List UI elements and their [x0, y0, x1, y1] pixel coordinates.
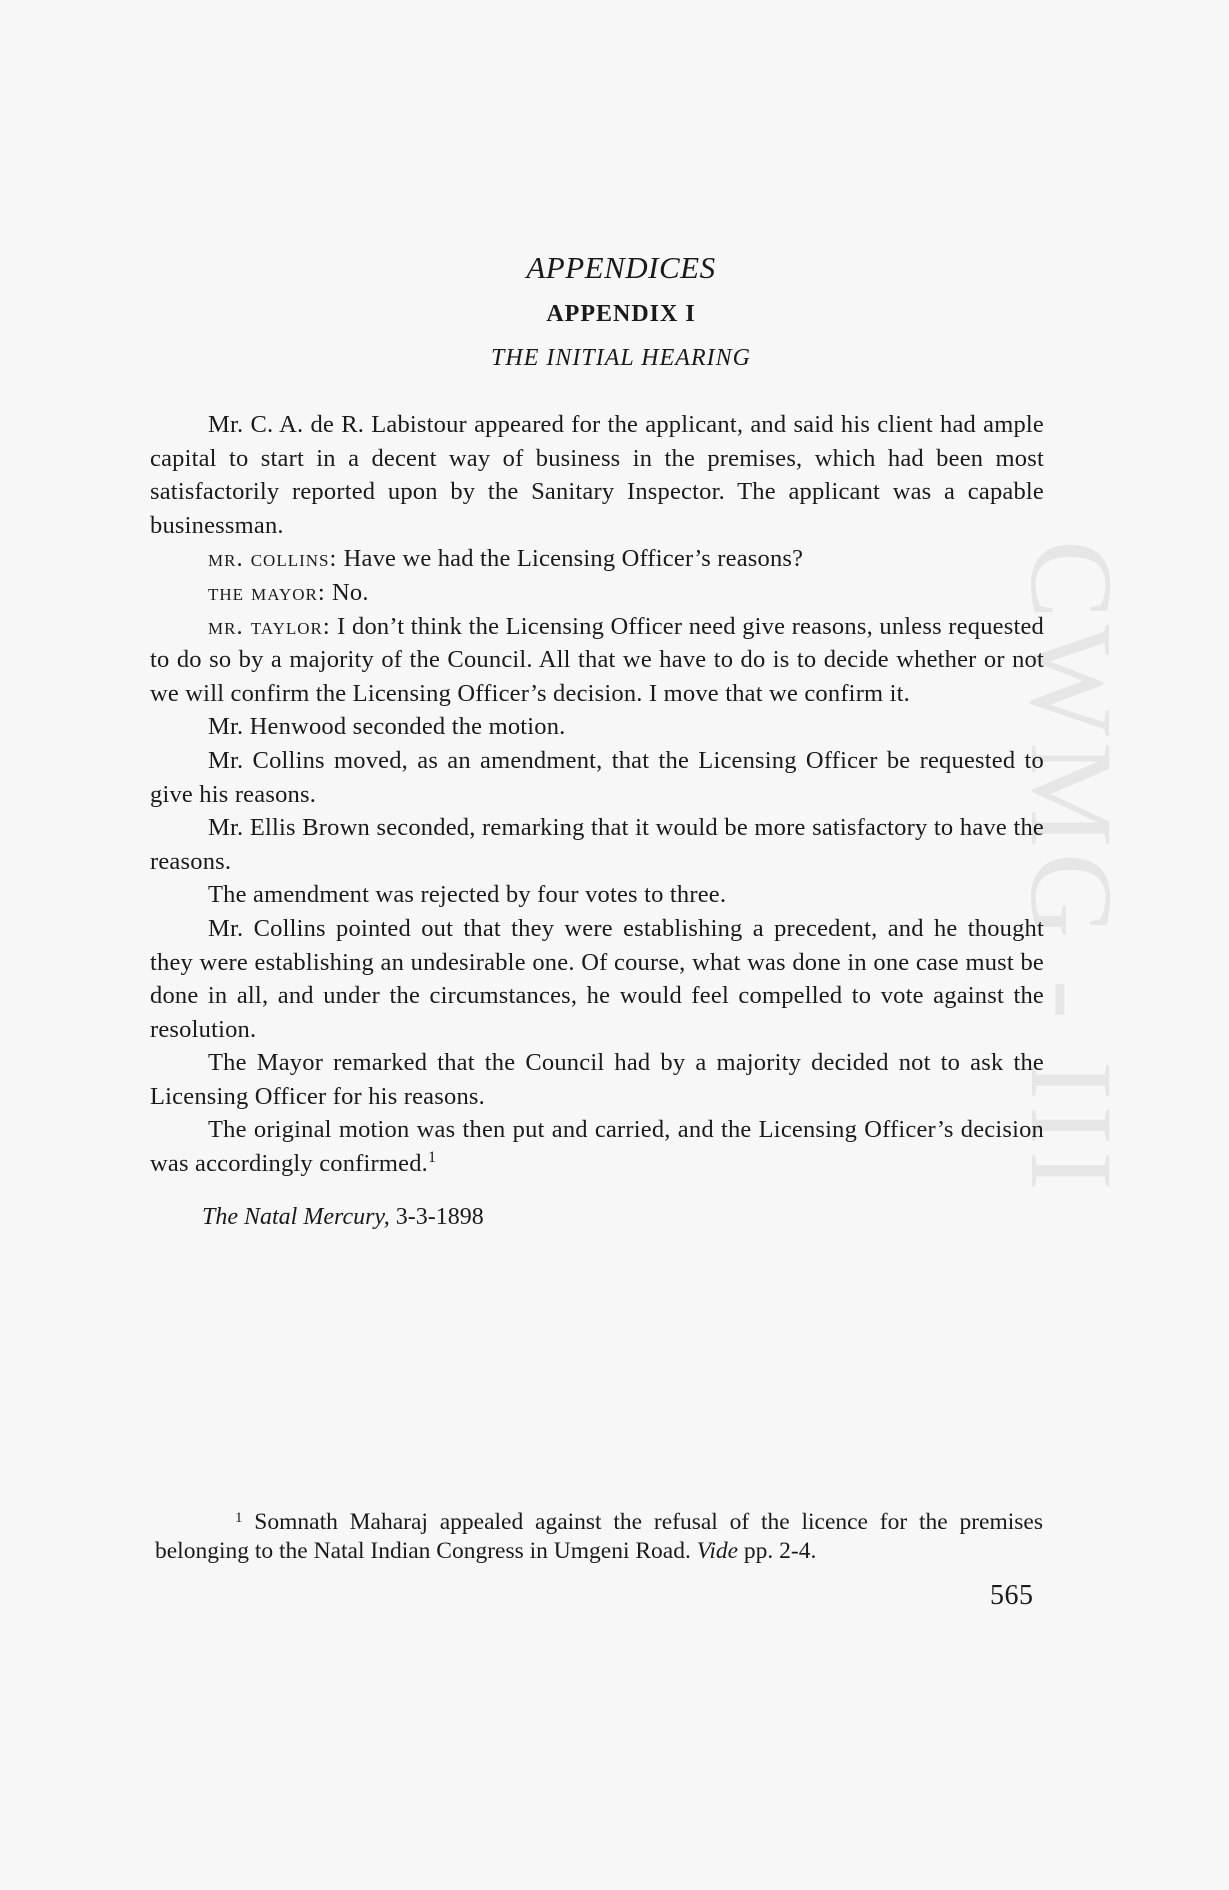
- paragraph: [150, 1113, 1044, 1180]
- publication-name: The Natal Mercury,: [202, 1203, 390, 1230]
- paragraph-text: I don’t think the Licensing Officer need give reasons, unless requested to do so by a majority of the Council. All that we have to do is to decide whether or not we will confirm the Licensing Officer’s decision. I move that we confirm it.: [150, 612, 1044, 707]
- paragraph-text: The original motion was then put and carried, and the Licensing Officer’s decision was accordingly confirmed.: [150, 1116, 1044, 1178]
- speaker-label: mr. collins:: [208, 545, 338, 573]
- paragraph: [150, 576, 1044, 610]
- paragraph-text: The amendment was rejected by four votes to three.: [208, 881, 727, 909]
- body-text: [150, 408, 1044, 1181]
- paragraph: [150, 744, 1044, 811]
- paragraph: [150, 1046, 1044, 1113]
- paragraph: [150, 878, 1044, 912]
- speaker-label: mr. taylor:: [208, 612, 331, 640]
- appendix-subtitle: THE INITIAL HEARING: [491, 345, 751, 371]
- paragraph-text: No.: [325, 578, 369, 606]
- paragraph: [150, 710, 1044, 744]
- page-content: [150, 248, 1044, 1234]
- paragraph-text: Mr. Ellis Brown seconded, remarking that it would be more satisfactory to have the reasons.: [150, 814, 1044, 875]
- source-citation: [202, 1201, 1044, 1235]
- paragraph-text: Have we had the Licensing Officer’s reasons?: [337, 545, 804, 573]
- paragraph-text: The Mayor remarked that the Council had by a majority decided not to ask the Licensing Officer for his reasons.: [150, 1049, 1044, 1110]
- footnote-text: Somnath Maharaj appealed against the refusal of the licence for the premises belonging to the Natal Indian Congress in Umgeni Road.: [155, 1509, 1043, 1564]
- footnote-marker: 1: [235, 1510, 243, 1526]
- publication-date: 3-3-1898: [395, 1203, 484, 1230]
- footnote: [155, 1504, 1043, 1566]
- speaker-label: the mayor:: [208, 578, 326, 606]
- paragraph-text: Mr. C. A. de R. Labistour appeared for the applicant, and said his client had ample capital to start in a decent way of business in the premises, which had been most satisfactorily reported upon by the Sanitary Inspector. The applicant was a capable businessman.: [150, 411, 1044, 539]
- paragraph: [150, 811, 1044, 878]
- page-number: 565: [990, 1580, 1034, 1611]
- paragraph-text: Mr. Collins moved, as an amendment, that the Licensing Officer be requested to give his reasons.: [150, 746, 1044, 808]
- paragraph: [150, 542, 1044, 576]
- section-heading: APPENDICES: [526, 250, 716, 285]
- appendix-heading: APPENDIX I: [546, 301, 696, 327]
- paragraph-text: Mr. Henwood seconded the motion.: [208, 713, 566, 741]
- paragraph-text: Mr. Collins pointed out that they were establishing a precedent, and he thought they were establishing an undesirable one. Of course, what was done in one case must be done in all, and under the circumstances, he would feel compelled to vote against the resolution.: [150, 914, 1044, 1043]
- footnote-reference[interactable]: 1: [428, 1149, 437, 1167]
- paragraph: [150, 912, 1044, 1046]
- paragraph: [150, 610, 1044, 711]
- footnote-vide: Vide: [696, 1538, 739, 1564]
- footnote-pages: pp. 2-4.: [738, 1538, 817, 1564]
- paragraph: [150, 408, 1044, 542]
- watermark-text: CWMG - III: [1006, 540, 1137, 1197]
